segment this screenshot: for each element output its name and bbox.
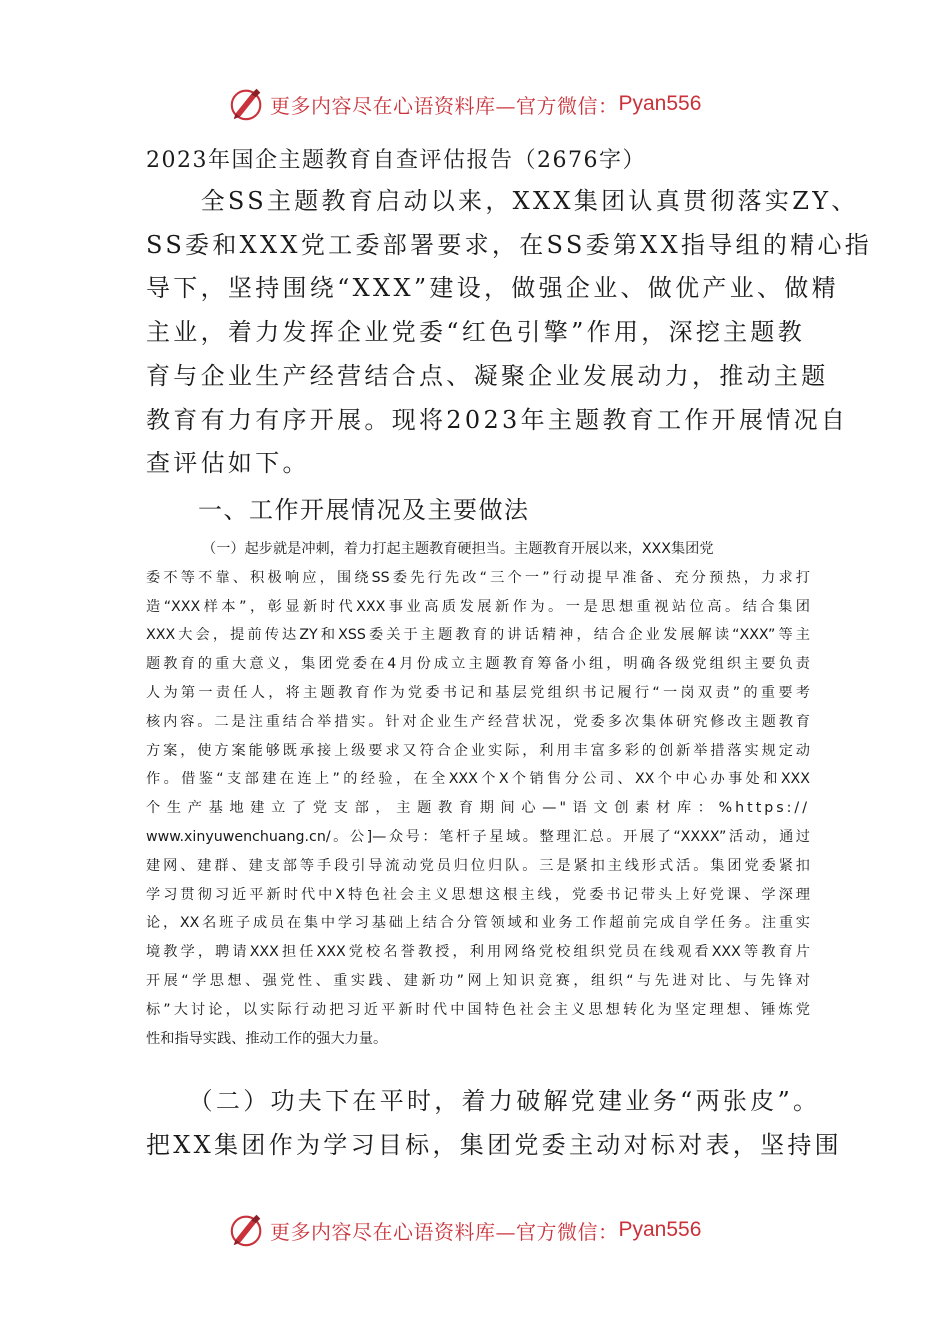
intro-line: 全SS主题教育启动以来，XXX集团认真贯彻落实ZY、 (146, 187, 859, 215)
footer-watermark-banner (0, 1210, 950, 1250)
body-line: 个生产基地建立了党支部，主题教育期间心—"语文创素材库：%https:// (146, 800, 810, 817)
body-line: 人为第一责任人，将主题教育作为党委书记和基层党组织书记履行“一岗双责”的重要考 (146, 684, 810, 701)
body-line: 核内容。二是注重结合举措实。针对企业生产经营状况，党委多次集体研究修改主题教育 (146, 713, 810, 730)
banner-wechat-id: Pyan556 (618, 1218, 702, 1241)
section2-line: （二）功夫下在平时，着力破解党建业务“两张皮”。 (146, 1087, 821, 1115)
body-line: 开展“学思想、强党性、重实践、建新功”网上知识竞赛，组织“与先进对比、与先锋对 (146, 972, 810, 989)
document-title: 2023年国企主题教育自查评估报告（2676字） (146, 148, 646, 173)
section-heading: 一、工作开展情况及主要做法 (198, 496, 530, 524)
body-line: 建网、建群、建支部等手段引导流动党员归位归队。三是紧扣主线形式活。集团党委紧扣 (146, 857, 810, 874)
body-line: 造“XXX样本”，彰显新时代XXX事业高质发展新作为。一是思想重视站位高。结合集团 (146, 598, 810, 615)
section2-paragraph (146, 1080, 842, 1167)
body-line: 境教学，聘请XXX担任XXX党校名誉教授，利用网络党校组织党员在线观看XXX等教育片 (146, 944, 810, 961)
intro-line: 主业，着力发挥企业党委“红色引擎”作用，深挖主题教 (146, 318, 806, 347)
body-line: 论，XX名班子成员在集中学习基础上结合分管领域和业务工作超前完成自学任务。注重实 (146, 915, 810, 932)
banner-text: 更多内容尽在心语资料库—官方微信： (270, 93, 619, 118)
body-line: XXX大会，提前传达ZY和XSS委关于主题教育的讲话精神，结合企业发展解读“XXX”等主 (146, 627, 810, 644)
intro-paragraph (146, 180, 873, 486)
body-line: 标”大讨论，以实际行动把习近平新时代中国特色社会主义思想转化为坚定理想、锤炼党 (146, 1001, 810, 1018)
body-line: 学习贯彻习近平新时代中X特色社会主义思想这根主线，党委书记带头上好党课、学深理 (146, 886, 810, 903)
body-line: 委不等不靠、积极响应，围绕SS委先行先改“三个一”行动提早准备、充分预热，力求打 (146, 569, 810, 586)
banner-text: 更多内容尽在心语资料库—官方微信： (270, 1219, 619, 1244)
intro-line: 导下，坚持围绕“XXX”建设，做强企业、做优产业、做精 (146, 274, 839, 303)
intro-line: 查评估如下。 (146, 449, 310, 478)
intro-line: 教育有力有序开展。现将2023年主题教育工作开展情况自 (146, 405, 849, 434)
section1-paragraph (146, 535, 810, 1053)
body-line: 方案，使方案能够既承接上级要求又符合企业实际，利用丰富多彩的创新举措落实规定动 (146, 742, 810, 759)
header-watermark-banner (0, 84, 950, 124)
body-line: 性和指导实践、推动工作的强大力量。 (146, 1030, 388, 1047)
intro-line: SS委和XXX党工委部署要求，在SS委第XX指导组的精心指 (146, 230, 873, 259)
section2-line: 把XX集团作为学习目标，集团党委主动对标对表，坚持围 (146, 1130, 842, 1159)
pen-logo-icon (228, 85, 266, 123)
banner-wechat-id: Pyan556 (618, 92, 702, 115)
body-line: 题教育的重大意义，集团党委在4月份成立主题教育筹备小组，明确各级党组织主要负责 (146, 656, 810, 673)
pen-logo-icon (228, 1211, 266, 1249)
body-line: 作。借鉴“支部建在连上”的经验，在全XXX个X个销售分公司、XX个中心办事处和XXX (146, 771, 810, 788)
body-line: （一）起步就是冲刺，着力打起主题教育硬担当。主题教育开展以来，XXX集团党 (202, 541, 714, 557)
body-line: www.xinyuwenchuang.cn/。公]—众号：笔杆子星域。整理汇总。开展了“XXXX”活动，通过 (146, 828, 810, 845)
intro-line: 育与企业生产经营结合点、凝聚企业发展动力，推动主题 (146, 361, 829, 390)
